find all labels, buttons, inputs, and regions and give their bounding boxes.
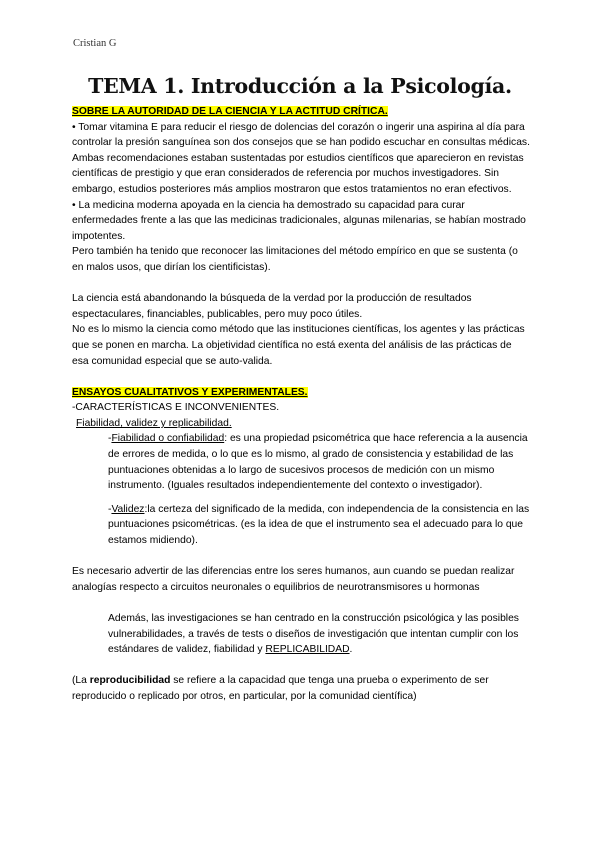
term-reproducibilidad: reproducibilidad: [89, 675, 171, 687]
paragraph: • Tomar vitamina E para reducir el riesgo de dolencias del corazón o ingerir una aspirina al día para controlar la presión sanguínea son dos consejos que se han podido escuchar en consultas médicas.: [72, 121, 530, 149]
paragraph-text: Además, las investigaciones se han centrado en la construcción psicológica y las posibles vulnerabilidades, a través de tests o diseños de investigación que intentan cumplir con los estándares de validez, fiabilidad y: [108, 613, 519, 656]
definition-text: :la certeza del significado de la medida, con independencia de la consistencia en las puntuaciones psicométricas. (es la idea de que el instrumento sea el adecuado para lo que estamos midiendo).: [108, 503, 530, 547]
definition-text: : es una propiedad psicométrica que hace referencia a la ausencia de errores de medida, o lo que es lo mismo, al grado de consistencia y estabilidad de las puntuaciones obtenidas a lo largo de sucesivos procesos de medición con un mismo instrumento. (Iguales resultados independientemente del contexto o investigador).: [108, 433, 528, 492]
document-body: [72, 104, 530, 705]
paragraph: • La medicina moderna apoyada en la ciencia ha demostrado su capacidad para curar enfermedades frente a las que las medicinas tradicionales, algunas milenarias, se habían mostrado impotentes.: [72, 199, 526, 242]
page-title: TEMA 1. Introducción a la Psicología.: [88, 74, 512, 98]
paragraph-text: .: [349, 644, 353, 656]
paragraph: Ambas recomendaciones estaban sustentadas por estudios científicos que aparecieron en revistas científicas de prestigio y que eran considerados de referencia por muchos investigadores. Sin embargo, estudios posteriores más amplios mostraron que estos tratamientos no eran efectivos.: [72, 152, 524, 195]
paragraph: Pero también ha tenido que reconocer las limitaciones del método empírico en que se sustenta (o en malos usos, que dirían los cientificistas).: [72, 246, 518, 273]
paragraph: La ciencia está abandonando la búsqueda de la verdad por la producción de resultados espectaculares, financiables, publicables, pero muy poco útiles.: [72, 293, 472, 320]
paragraph: Es necesario advertir de las diferencias entre los seres humanos, aun cuando se puedan realizar analogías respecto a circuitos neuronales o equilibrios de neurotransmisores u hormonas: [72, 566, 515, 593]
paragraph-text: se refiere a la capacidad que tenga una prueba o experimento de ser reproducido o replicado por otros, en particular, por la comunidad científica): [72, 675, 489, 702]
author-header: Cristian G: [73, 38, 117, 49]
section-heading-autoridad: SOBRE LA AUTORIDAD DE LA CIENCIA Y LA ACTITUD CRÍTICA.: [72, 106, 388, 117]
paragraph-reproducibilidad: [72, 673, 530, 704]
definition-validez: -Validez:la certeza del significado de la medida, con independencia de la consistencia en las puntuaciones psicométricas. (es la idea de que el instrumento sea el adecuado para lo que estamos midiendo).: [108, 503, 530, 547]
paragraph: No es lo mismo la ciencia como método que las instituciones científicas, los agentes y las prácticas que se ponen en marcha. La objetividad científica no está exenta del análisis de las prácticas de esa comunidad especial que se auto-valida.: [72, 324, 525, 367]
paragraph-ademas: [72, 611, 530, 658]
subheading-fiabilidad: Fiabilidad, validez y replicabilidad.: [76, 417, 232, 429]
term-fiabilidad: Fiabilidad o confiabilidad: [111, 433, 225, 445]
paragraph-text: (La: [72, 675, 90, 687]
term-replicabilidad: REPLICABILIDAD: [265, 644, 350, 656]
subheading: -CARACTERÍSTICAS E INCONVENIENTES.: [72, 402, 280, 414]
definition-fiabilidad: -Fiabilidad o confiabilidad: es una propiedad psicométrica que hace referencia a la ausencia de errores de medida, o lo que es lo mismo, al grado de consistencia y estabilidad de las puntuaciones obtenidas a lo largo de sucesivos procesos de medición con un mismo instrumento. (Iguales resultados independientemente del contexto o investigador).: [108, 433, 528, 492]
section-heading-ensayos: ENSAYOS CUALITATIVOS Y EXPERIMENTALES.: [72, 386, 308, 398]
term-validez: Validez: [111, 503, 145, 515]
